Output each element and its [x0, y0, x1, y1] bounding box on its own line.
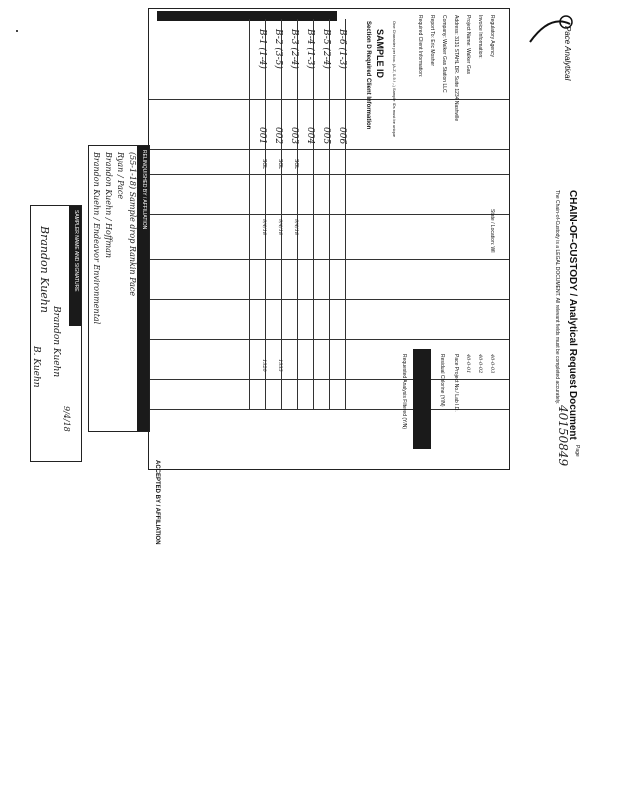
sample-id-6: B-6 (1-3)	[337, 29, 347, 69]
relinquished-1: Brandon Kuehn / Endeavor Environmental	[92, 152, 101, 325]
sample-code-1: 001	[257, 127, 267, 145]
sample-id-1: B-1 (1-4)	[257, 29, 267, 69]
section-d-header: Section D Required Client Information	[365, 21, 371, 130]
sampler-signature: Brandon Kuehn	[38, 226, 51, 313]
sample-id-3: B-3 (2-4)	[289, 29, 299, 69]
project-name: Project Name: Walker Gas	[465, 15, 471, 74]
sample-code-5: 005	[321, 127, 331, 145]
time-1: 1320	[261, 359, 267, 372]
accepted-header: ACCEPTED BY / AFFILIATION	[154, 460, 160, 545]
sample-id-5: B-5 (2-4)	[321, 29, 331, 69]
state-location: State / Location: WI	[489, 209, 495, 253]
lab-entry-2: 40-0-02	[477, 354, 483, 374]
page-subtitle: The Chain-of-Custody is a LEGAL DOCUMENT. All relevant fields must be completed accurately.	[554, 190, 560, 405]
sample-code-2: 002	[273, 127, 283, 145]
signature-date: 9/4/18	[62, 406, 71, 432]
page-title: CHAIN-OF-CUSTODY / Analytical Request Document	[567, 190, 578, 440]
matrix-3: SOL	[293, 159, 299, 170]
invoice-label: Invoice Information:	[477, 15, 483, 59]
date-2: 9/4/18	[277, 219, 283, 236]
date-3: 9/4/18	[293, 219, 299, 236]
required-client-label: Required Client Information:	[417, 15, 423, 78]
lab-entry-1: 40-0-01	[465, 354, 471, 374]
time-2: 1335	[277, 359, 283, 372]
relinquished-block	[88, 145, 150, 432]
job-number: 40150849	[556, 405, 570, 467]
page-label: Page	[574, 445, 580, 457]
lab-entry-3: 40-0-03	[489, 354, 495, 374]
sampler-block	[30, 205, 82, 462]
sample-id-2: B-2 (3-5)	[273, 29, 283, 69]
address: Address: 3131 STAHL DR. Suite 1234 Nashville	[453, 15, 459, 122]
chain-of-custody-form	[148, 8, 510, 470]
company: Company: Walker Gas Station LLC	[441, 15, 447, 93]
signature-sign: B. Kuehn	[31, 346, 41, 388]
sample-id-4: B-4 (1-3)	[305, 29, 315, 69]
relinquished-4: (55-1-18) Sample drop Rankin Pace	[128, 152, 137, 297]
logo-text: Pace Analytical	[563, 26, 572, 81]
date-1: 9/4/18	[261, 219, 267, 236]
scan-speck	[16, 30, 18, 32]
report-to: Report To: Eric Mosher	[429, 15, 435, 67]
relinquished-3: Ryan / Pace	[116, 152, 125, 200]
sample-code-6: 006	[337, 127, 347, 145]
sample-code-4: 004	[305, 127, 315, 145]
relinquished-2: Brandon Kuehn / Hoffman	[104, 152, 113, 258]
sample-id-instructions: One Character per box. (A-Z, 0-9 / ,-) Sample IDs must be unique	[392, 21, 397, 138]
relinquished-header: RELINQUISHED BY / AFFILIATION	[141, 150, 147, 230]
analysis-bar	[413, 349, 431, 449]
sample-code-3: 003	[289, 127, 299, 145]
residual-chlorine: Residual Chlorine (Y/N)	[439, 354, 445, 407]
matrix-1: SOL	[261, 159, 267, 170]
regulatory-label: Regulatory Agency	[489, 15, 495, 57]
logo	[520, 4, 580, 81]
matrix-2: SOL	[277, 159, 283, 170]
sample-id-watermark: SAMPLE ID	[375, 29, 385, 79]
lab-project-number: Pace Project No./ Lab I.D.	[453, 354, 459, 412]
sampler-label: SAMPLER NAME AND SIGNATURE	[73, 210, 79, 292]
signature-print: Brandon Kuehn	[51, 306, 61, 378]
requested-analysis: Requested Analysis Filtered (Y/N)	[401, 354, 407, 430]
